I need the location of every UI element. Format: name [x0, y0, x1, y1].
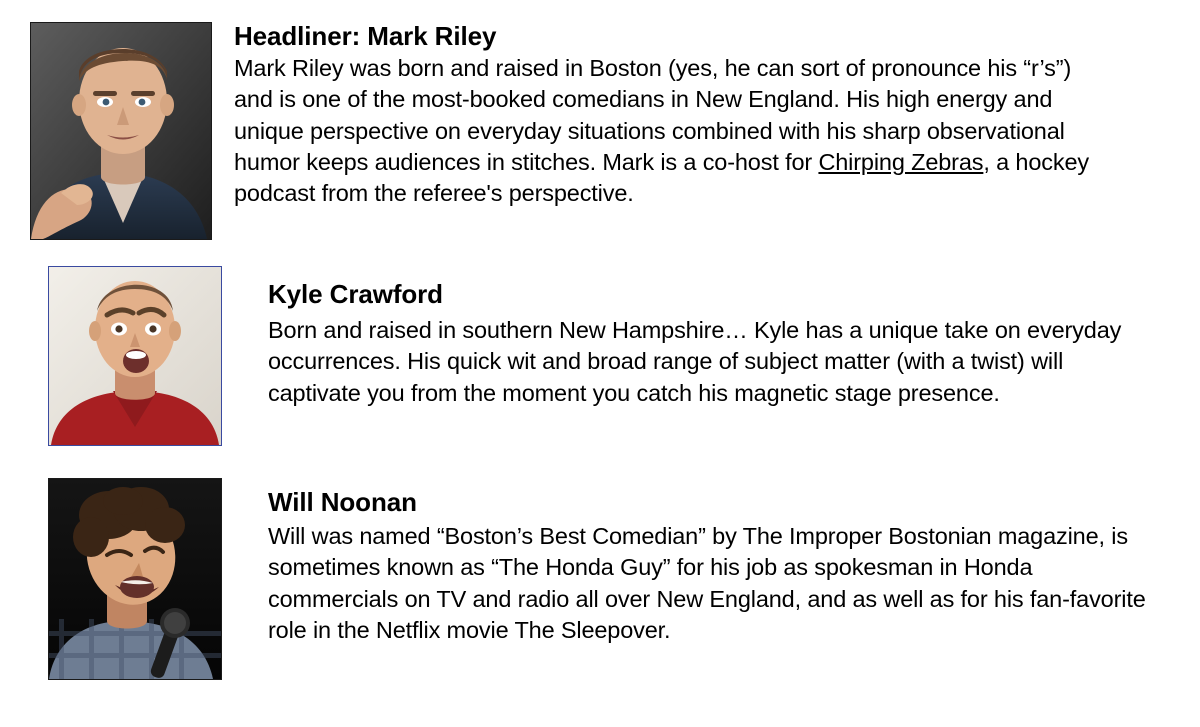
performer-name: Headliner: Mark Riley	[234, 21, 497, 51]
performer-entry	[0, 458, 1200, 680]
performer-bio	[212, 22, 1134, 209]
performer-bio	[222, 266, 1168, 409]
kyle-crawford-headshot	[48, 266, 222, 446]
performer-name: Will Noonan	[268, 487, 417, 517]
bio-underlined-term: Chirping Zebras	[818, 148, 984, 175]
performer-description: Born and raised in southern New Hampshire… Kyle has a unique take on everyday occurrences. His quick wit and broad range of subject matter (with a twist) will captivate you from the moment you catch his magnetic stage presence.	[268, 317, 1122, 406]
performer-description: Will was named “Boston’s Best Comedian” by The Improper Bostonian magazine, is sometimes known as “The Honda Guy” for his job as spokesman in Honda commercials on TV and radio all over New England, and as well as for his fan-favorite role in the Netflix movie The Sleepover.	[268, 523, 1146, 643]
mark-riley-headshot	[30, 22, 212, 240]
performer-entry	[0, 0, 1200, 240]
will-noonan-headshot	[48, 478, 222, 680]
performer-entry	[0, 252, 1200, 446]
performer-bio	[222, 478, 1168, 646]
performer-name: Kyle Crawford	[268, 279, 443, 309]
performer-description: Mark Riley was born and raised in Boston (yes, he can sort of pronounce his “r’s”) and is one of the most-booked comedians in New England. His high energy and unique perspective on everyday situations combined with his sharp observational humor keeps audiences in stitches. Mark is a co-host for Chirping Zebras, a hockey podcast from the referee's perspective.	[234, 55, 1089, 207]
